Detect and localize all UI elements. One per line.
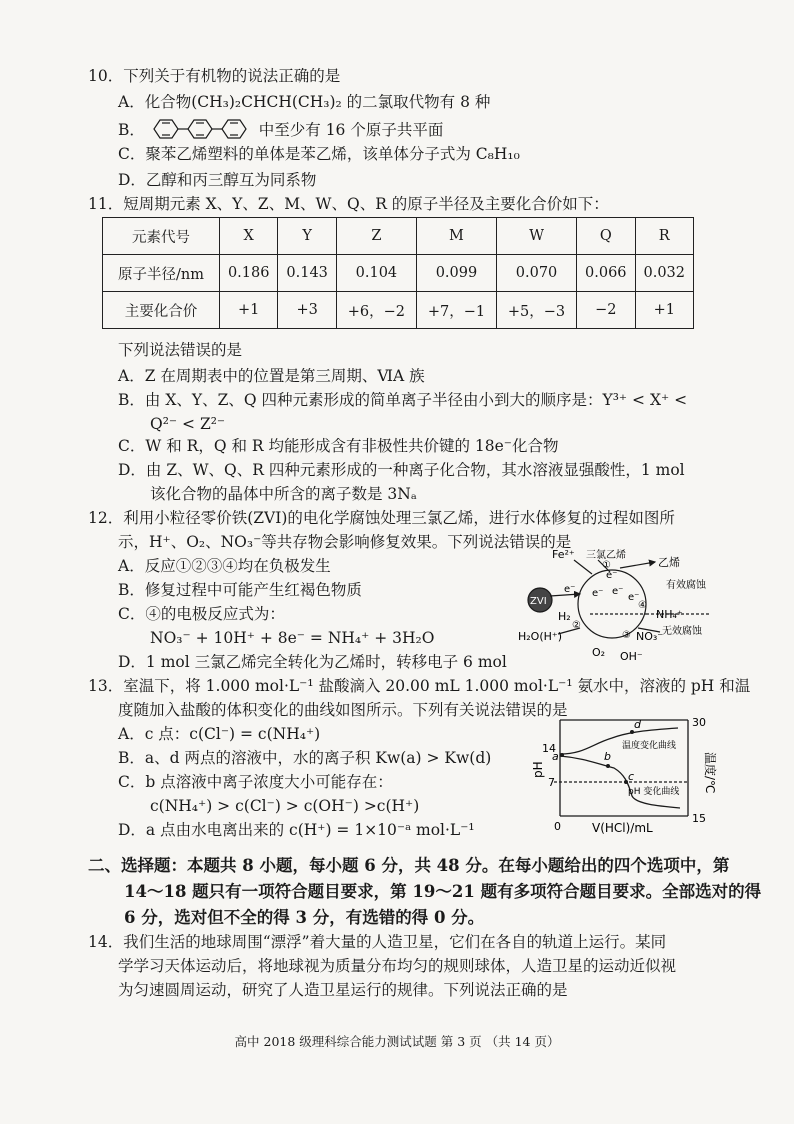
q10-option-c: C．聚苯乙烯塑料的单体是苯乙烯，该单体分子式为 C₈H₁₀ <box>118 145 520 163</box>
q10-option-d: D．乙醇和丙三醇互为同系物 <box>118 171 317 189</box>
q13-option-c: C．b 点溶液中离子浓度大小可能存在： <box>118 773 393 791</box>
ineffective-label: 无效腐蚀 <box>662 626 702 637</box>
q11-option-c: C．W 和 R，Q 和 R 均能形成含有非极性共价键的 18e⁻化合物 <box>118 437 559 455</box>
table-cell: 0.186 <box>220 255 278 292</box>
q11-prompt: 下列说法错误的是 <box>118 341 243 359</box>
q13-option-a: A．c 点：c(Cl⁻) = c(NH₄⁺) <box>118 725 321 743</box>
q10-option-a: A．化合物(CH₃)₂CHCH(CH₃)₂ 的二氯取代物有 8 种 <box>118 93 491 111</box>
fe2-label: Fe²⁺ <box>552 548 575 561</box>
q12-option-b: B．修复过程中可能产生红褐色物质 <box>118 581 362 599</box>
table-cell: Y <box>278 218 336 255</box>
nh4-label: NH₄⁺ <box>656 608 683 621</box>
tick-0: 0 <box>554 820 561 833</box>
q14-line3: 为匀速圆周运动，研究了人造卫星运行的规律。下列说法正确的是 <box>118 981 568 999</box>
q12-stem-cont: 示，H⁺、O₂、NO₃⁻等共存物会影响修复效果。下列说法错误的是 <box>118 533 572 551</box>
ph-temperature-chart <box>528 712 728 838</box>
table-cell: Q <box>577 218 635 255</box>
section2-line3: 6 分，选对但不全的得 3 分，有选错的得 0 分。 <box>124 908 485 927</box>
table-cell: +3 <box>278 292 336 329</box>
q10-option-b-label: B． <box>118 121 145 139</box>
table-cell: 0.070 <box>497 255 577 292</box>
h2o-label: H₂O(H⁺) <box>518 630 562 643</box>
electron-label: e⁻ <box>592 588 604 599</box>
tce-label: 三氯乙烯 <box>586 550 626 561</box>
q11-option-b: B．由 X、Y、Z、Q 四种元素形成的简单离子半径由小到大的顺序是：Y³⁺ < X⁺ < <box>118 391 688 409</box>
table-cell: +6，−2 <box>336 292 416 329</box>
table-cell: 主要化合价 <box>103 292 220 329</box>
electron-label: e⁻ <box>612 586 624 597</box>
tick-14: 14 <box>542 742 556 755</box>
table-cell: +1 <box>635 292 694 329</box>
table-cell: +1 <box>220 292 278 329</box>
tick-7: 7 <box>548 776 555 789</box>
q13-stem-cont: 度随加入盐酸的体积变化的曲线如图所示。下列有关说法错误的是 <box>118 701 568 719</box>
element-table <box>102 217 694 329</box>
q11-stem: 11．短周期元素 X、Y、Z、M、W、Q、R 的原子半径及主要化合价如下： <box>88 195 609 213</box>
reaction-3-label: ③ <box>622 630 631 641</box>
table-cell: 0.066 <box>577 255 635 292</box>
table-row <box>103 292 694 329</box>
table-cell: 0.104 <box>336 255 416 292</box>
x-axis-label: V(HCl)/mL <box>592 821 653 835</box>
q11-option-b-cont: Q²⁻ < Z²⁻ <box>150 415 226 433</box>
q10-option-b-text: 中至少有 16 个原子共平面 <box>258 121 444 139</box>
electron-label: e⁻ <box>606 570 618 581</box>
point-b <box>606 764 610 768</box>
tick-15: 15 <box>692 812 706 825</box>
electron-label: e⁻ <box>564 584 576 595</box>
q12-option-c: C．④的电极反应式为： <box>118 605 285 623</box>
ethene-label: 乙烯 <box>658 556 680 569</box>
reaction-2-label: ② <box>572 620 581 631</box>
table-cell: 元素代号 <box>103 218 220 255</box>
q14-line1: 14．我们生活的地球周围“漂浮”着大量的人造卫星，它们在各自的轨道上运行。某同 <box>88 933 667 951</box>
table-cell: 0.143 <box>278 255 336 292</box>
table-cell: Z <box>336 218 416 255</box>
table-cell: 原子半径/nm <box>103 255 220 292</box>
tick-30: 30 <box>692 716 706 729</box>
table-cell: 0.032 <box>635 255 694 292</box>
effective-label: 有效腐蚀 <box>666 580 706 591</box>
y-right-axis-label: 温度/℃ <box>703 752 717 794</box>
o2-label: O₂ <box>592 646 606 659</box>
q12-option-d: D．1 mol 三氯乙烯完全转化为乙烯时，转移电子 6 mol <box>118 653 507 671</box>
point-a-label: a <box>552 750 559 763</box>
q13-option-b: B．a、d 两点的溶液中，水的离子积 Kw(a) > Kw(d) <box>118 749 492 767</box>
point-c-label: c <box>628 770 635 783</box>
zvi-corrosion-diagram <box>510 548 720 666</box>
table-cell: 0.099 <box>416 255 496 292</box>
reaction-1-label: ① <box>602 560 611 571</box>
h2-label: H₂ <box>558 610 571 623</box>
page-footer: 高中 2018 级理科综合能力测试试题 第 3 页 （共 14 页） <box>234 1034 560 1049</box>
q11-option-a: A．Z 在周期表中的位置是第三周期、ⅥA 族 <box>118 367 425 385</box>
ph-curve-label: pH 变化曲线 <box>628 787 680 797</box>
table-cell: W <box>497 218 577 255</box>
table-cell: +7，−1 <box>416 292 496 329</box>
section2-line2: 14～18 题只有一项符合题目要求，第 19～21 题有多项符合题目要求。全部选对的得 <box>124 882 762 901</box>
q13-stem: 13．室温下，将 1.000 mol·L⁻¹ 盐酸滴入 20.00 mL 1.000 mol·L⁻¹ 氨水中，溶液的 pH 和温 <box>88 677 751 695</box>
table-cell: M <box>416 218 496 255</box>
q12-option-a: A．反应①②③④均在负极发生 <box>118 557 331 575</box>
q11-option-d-cont: 该化合物的晶体中所含的离子数是 3Nₐ <box>150 485 417 503</box>
temp-curve-label: 温度变化曲线 <box>622 741 677 751</box>
oh-label: OH⁻ <box>620 650 643 663</box>
section2-line1: 二、选择题：本题共 8 小题，每小题 6 分，共 48 分。在每小题给出的四个选项中，第 <box>88 856 730 875</box>
zvi-label: ZVI <box>530 596 547 607</box>
electron-label: e⁻ <box>628 592 640 603</box>
table-cell: X <box>220 218 278 255</box>
q10-option-b <box>118 118 443 140</box>
table-cell: +5，−3 <box>497 292 577 329</box>
reaction-4-label: ④ <box>638 600 647 611</box>
terphenyl-structure-icon <box>150 118 254 140</box>
point-b-label: b <box>604 750 611 763</box>
table-header-row <box>103 218 694 255</box>
q12-stem: 12．利用小粒径零价铁(ZVI)的电化学腐蚀处理三氯乙烯，进行水体修复的过程如图所 <box>88 509 675 527</box>
table-row <box>103 255 694 292</box>
point-d-label: d <box>634 718 641 731</box>
point-a <box>560 753 564 757</box>
table-cell: R <box>635 218 694 255</box>
q10-stem: 10．下列关于有机物的说法正确的是 <box>88 67 341 85</box>
q13-option-c-cont: c(NH₄⁺) > c(Cl⁻) > c(OH⁻) >c(H⁺) <box>150 797 420 815</box>
no3-label: NO₃⁻ <box>636 630 664 643</box>
table-cell: −2 <box>577 292 635 329</box>
q14-line2: 学学习天体运动后，将地球视为质量分布均匀的规则球体，人造卫星的运动近似视 <box>118 957 677 975</box>
q12-option-c-equation: NO₃⁻ + 10H⁺ + 8e⁻ = NH₄⁺ + 3H₂O <box>150 629 435 647</box>
q13-option-d: D．a 点由水电离出来的 c(H⁺) = 1×10⁻ᵃ mol·L⁻¹ <box>118 821 475 839</box>
y-left-axis-label: pH <box>531 761 545 778</box>
q11-option-d: D．由 Z、W、Q、R 四种元素形成的一种离子化合物，其水溶液显强酸性，1 mol <box>118 461 685 479</box>
